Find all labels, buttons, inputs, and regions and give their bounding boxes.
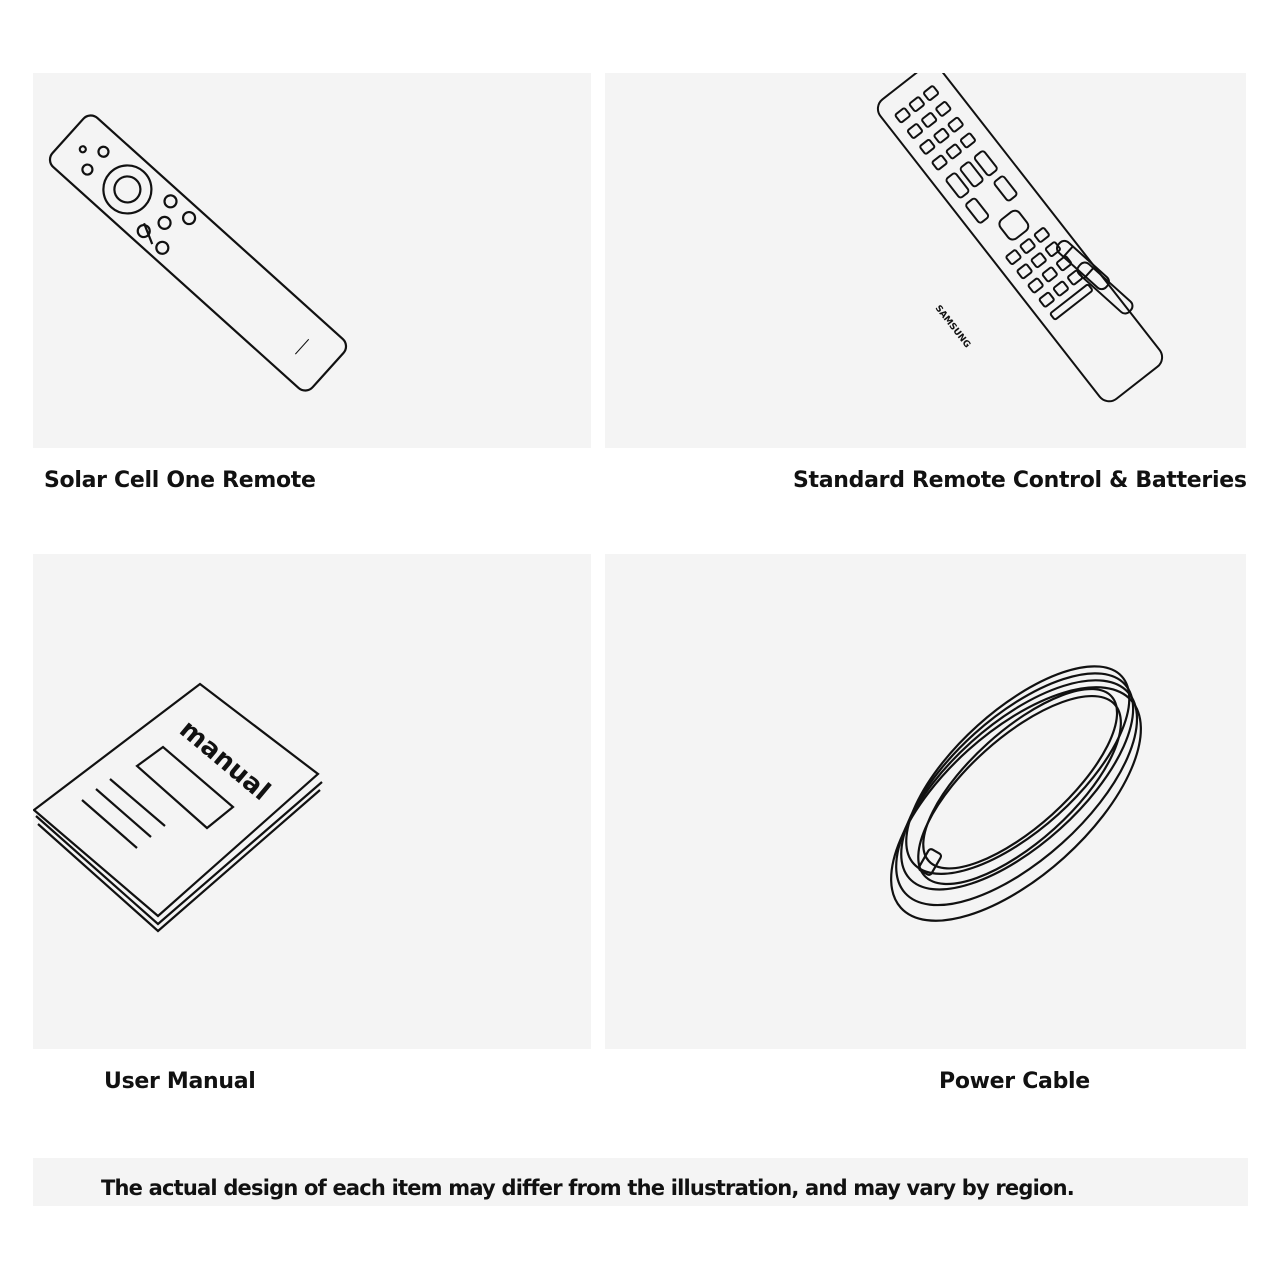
item-label-solar-remote: Solar Cell One Remote	[44, 468, 316, 493]
item-label-standard-remote: Standard Remote Control & Batteries	[793, 468, 1247, 493]
manual-cover-text: manual	[173, 714, 276, 807]
panel-solar-remote	[33, 73, 591, 448]
manual-icon	[33, 554, 591, 1049]
brand-text: SAMSUNG	[932, 303, 972, 351]
item-label-user-manual: User Manual	[104, 1069, 256, 1094]
disclaimer-note	[33, 1158, 1248, 1206]
standard-remote-icon	[605, 73, 1246, 448]
panel-standard-remote	[605, 73, 1246, 448]
power-cable-icon	[605, 554, 1246, 1049]
solar-remote-icon	[33, 73, 591, 448]
panel-user-manual	[33, 554, 591, 1049]
panel-power-cable	[605, 554, 1246, 1049]
disclaimer-text: The actual design of each item may differ from the illustration, and may vary by region.	[101, 1176, 1074, 1200]
item-label-power-cable: Power Cable	[939, 1069, 1090, 1094]
